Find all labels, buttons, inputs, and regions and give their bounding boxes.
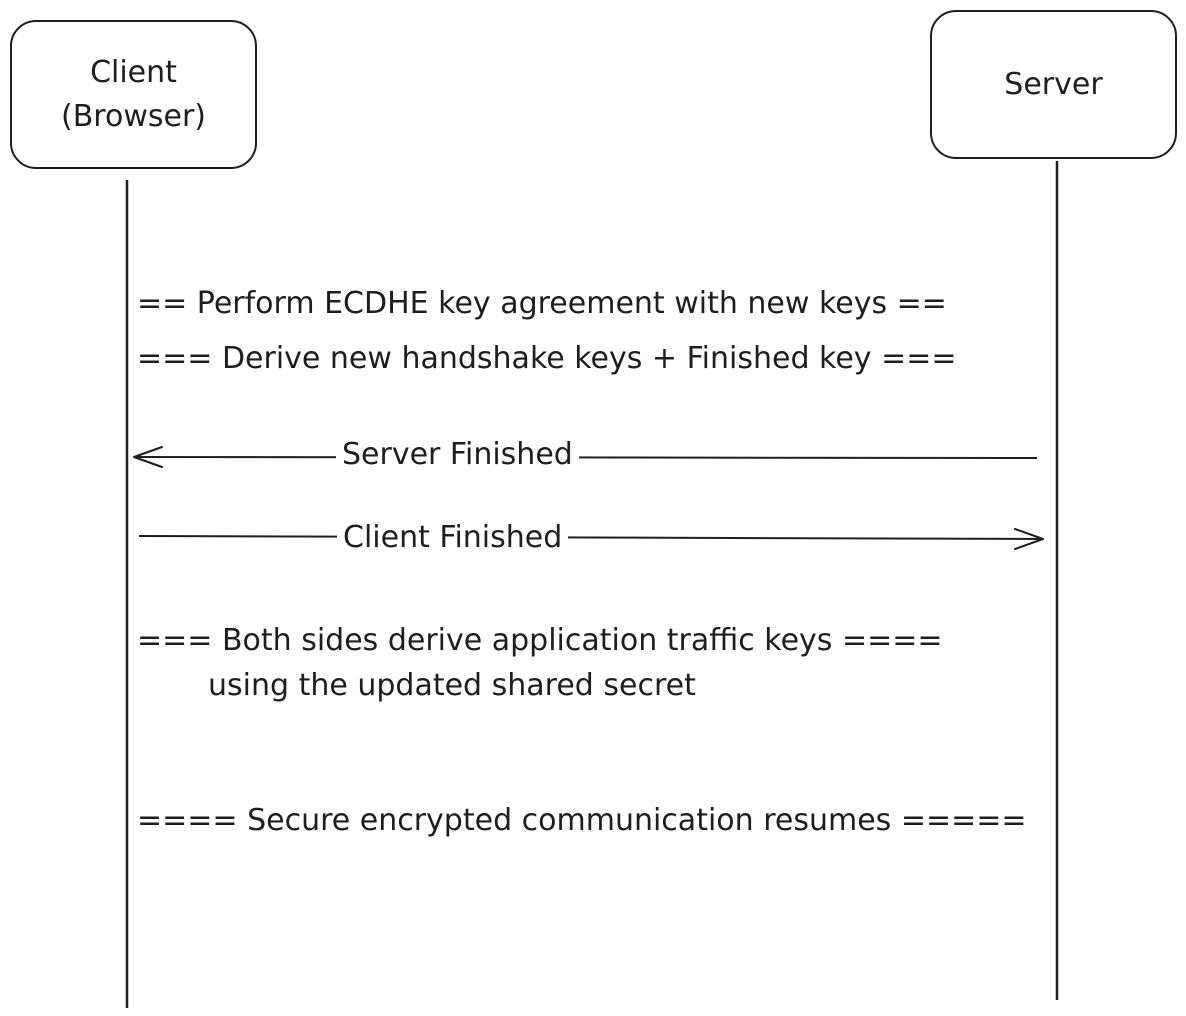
note-ecdhe-key-agreement: == Perform ECDHE key agreement with new keys == bbox=[137, 286, 947, 321]
client-finished-arrow-line bbox=[139, 536, 1043, 539]
server-actor-box bbox=[930, 10, 1177, 159]
client-finished-label: Client Finished bbox=[337, 518, 568, 558]
server-actor-label: Server bbox=[1004, 66, 1103, 102]
note-secure-communication-resumes: ==== Secure encrypted communication resumes ===== bbox=[137, 803, 1027, 838]
note-derive-handshake-keys: === Derive new handshake keys + Finished key === bbox=[137, 341, 957, 376]
note-updated-shared-secret: using the updated shared secret bbox=[208, 668, 696, 703]
client-actor-box bbox=[10, 20, 257, 169]
note-application-traffic-keys: === Both sides derive application traffic keys ==== bbox=[137, 623, 943, 658]
client-actor-label: Client (Browser) bbox=[61, 54, 206, 134]
server-finished-arrow-line bbox=[134, 457, 1037, 458]
server-finished-label: Server Finished bbox=[336, 435, 579, 475]
